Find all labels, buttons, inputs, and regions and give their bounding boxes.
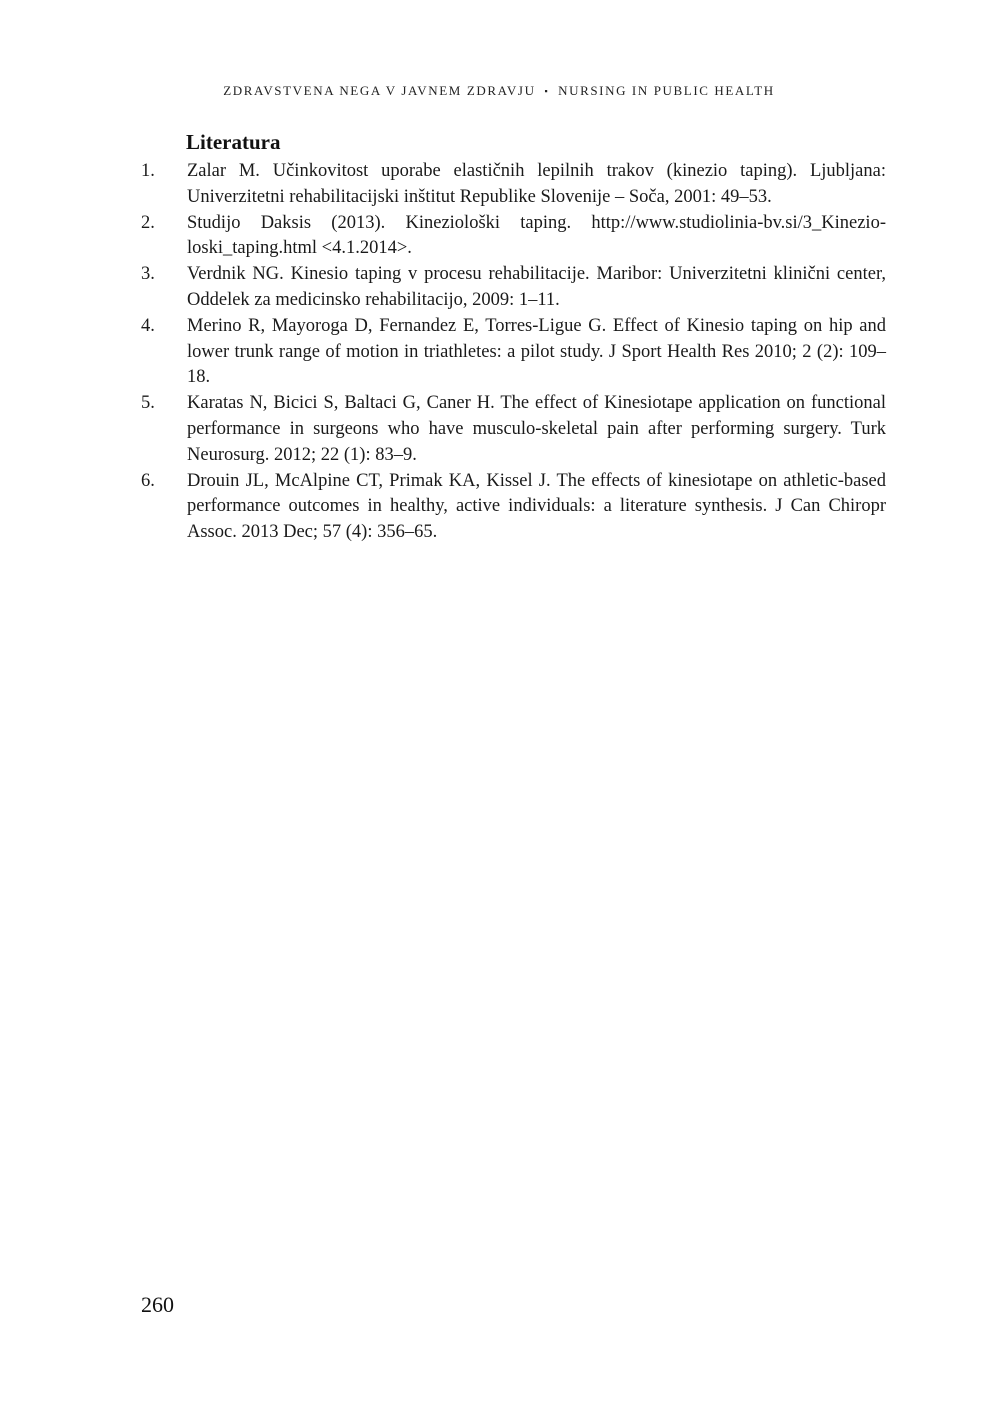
reference-item-6 <box>141 469 886 546</box>
reference-number: 3. <box>141 264 155 285</box>
reference-number: 6. <box>141 470 155 491</box>
reference-text: Studijo Daksis (2013). Kineziološki taping. http://www.studiolinia-bv.si/3_Kinezioloski_taping.html <4.1.2014>. <box>187 212 886 259</box>
running-head-left: ZDRAVSTVENA NEGA V JAVNEM ZDRAVJU <box>223 83 536 98</box>
page-number: 260 <box>141 1292 174 1317</box>
reference-number: 4. <box>141 315 155 336</box>
reference-list <box>141 159 886 546</box>
reference-item-2 <box>141 211 886 263</box>
reference-number: 5. <box>141 393 155 414</box>
reference-text: Karatas N, Bicici S, Baltaci G, Caner H. The effect of Kinesiotape application on functional performance in surgeons who have musculo-skeletal pain after performing surgery. Turk Neurosurg. 2012; 22 (1): 83–9. <box>187 393 886 465</box>
reference-item-1 <box>141 159 886 211</box>
reference-number: 1. <box>141 161 155 181</box>
running-head-separator: ▪ <box>544 86 550 96</box>
reference-text: Drouin JL, McAlpine CT, Primak KA, Kissel J. The effects of kinesiotape on athletic-based performance outcomes in healthy, active individuals: a literature synthesis. J Can Chiropr Assoc. 2013 Dec; 57 (4): 356–65. <box>187 470 886 543</box>
reference-item-5 <box>141 391 886 468</box>
reference-text: Merino R, Mayoroga D, Fernandez E, Torres-Ligue G. Effect of Kinesio taping on hip and lower trunk range of motion in triathletes: a pilot study. J Sport Health Res 2010; 2 (2): 109–18. <box>187 315 886 388</box>
section-title: Literatura <box>186 130 281 154</box>
reference-number: 2. <box>141 212 155 233</box>
reference-text: Zalar M. Učinkovitost uporabe elastičnih lepilnih trakov (kinezio taping). Ljubljana: Univerzitetni rehabilitacijski inštitut Republike Slovenije – Soča, 2001: 49–53. <box>187 161 886 207</box>
reference-item-4 <box>141 314 886 391</box>
reference-text: Verdnik NG. Kinesio taping v procesu rehabilitacije. Maribor: Univerzitetni klinični center, Oddelek za medicinsko rehabilitacijo, 2009: 1–11. <box>187 264 886 310</box>
running-head <box>0 83 998 99</box>
running-head-right: NURSING IN PUBLIC HEALTH <box>558 83 775 98</box>
reference-item-3 <box>141 262 886 314</box>
